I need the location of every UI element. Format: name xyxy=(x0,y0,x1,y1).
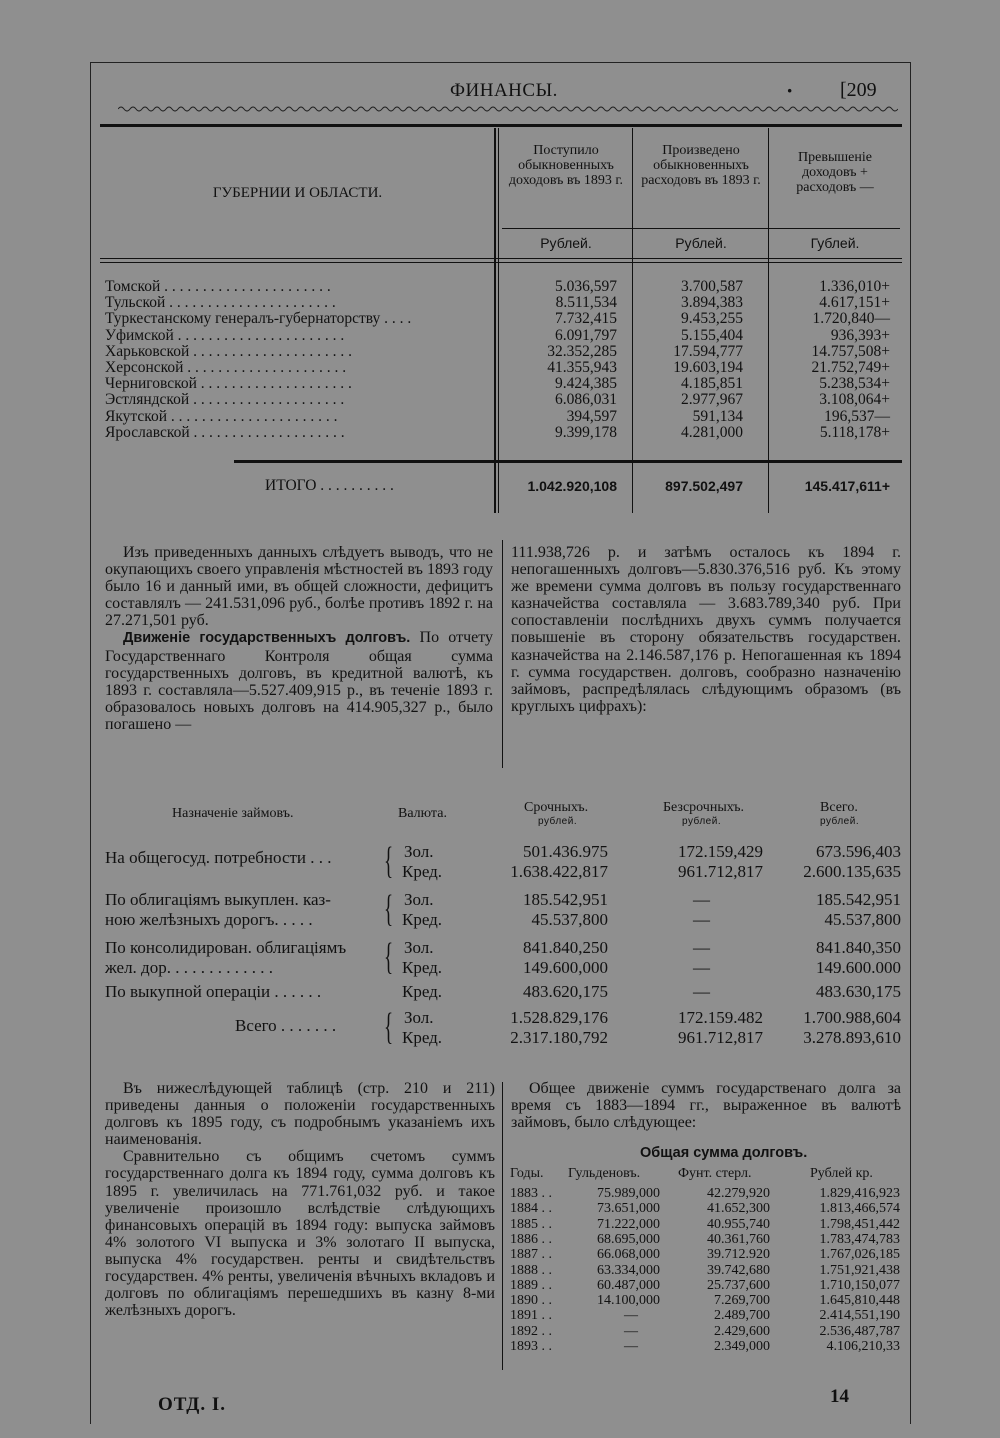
debts-rubles-cell: 1.710,150,077 xyxy=(819,1277,900,1293)
loan-term-value: 185.542,951 xyxy=(523,890,608,909)
loan-term-value: 841.840,250 xyxy=(523,938,608,957)
debts-table-title: Общая сумма долговъ. xyxy=(640,1145,808,1161)
loan-purpose-label: По выкупной операціи . . . . . . xyxy=(105,982,322,1001)
expense-value: 3.700,587 xyxy=(681,278,743,295)
loan-currency: Кред. xyxy=(402,982,443,1001)
debts-pounds-cell: 2.349,000 xyxy=(714,1339,770,1354)
loan-total-value: 2.600.135,635 xyxy=(803,862,901,881)
left-column-text xyxy=(105,544,493,733)
paragraph-table-reference: Въ нижеслѣдующей таблицѣ (стр. 210 и 211) приведены данныя о положеніи государственныхъ долговъ къ 1895 году, съ подробнымъ указаніемъ ихъ наименованія. xyxy=(105,1080,495,1149)
page-frame-right xyxy=(910,62,911,1424)
heading-debt-movement: Движеніе государственныхъ долговъ. xyxy=(123,630,411,647)
loan-total-value: 185.542,951 xyxy=(816,890,901,909)
debts-rubles-cell: 4.106,210,33 xyxy=(826,1339,900,1354)
bottom-right-intro: Общее движеніе суммъ государственаго долга за время съ 1883—1894 гг., выраженное въ валютѣ займовъ, было слѣдующее: xyxy=(511,1080,901,1132)
balance-value: 21.752,749+ xyxy=(811,359,890,376)
brace-icon: { xyxy=(384,840,394,882)
debts-table-row xyxy=(510,1263,902,1279)
region-name: Тульской . . . . . . . . . . . . . . . . . . . . . . xyxy=(105,295,336,312)
loan-purpose-label: На общегосуд. потребности . . . xyxy=(105,848,332,867)
right-column-text xyxy=(511,544,901,715)
balance-value: 3.108,064+ xyxy=(819,391,890,409)
loan-purpose-label: Всего . . . . . . . xyxy=(235,1016,337,1035)
expense-value: 3.894,383 xyxy=(681,294,743,312)
debts-year-cell: 1890 . . xyxy=(510,1293,552,1309)
expense-value: 4.281,000 xyxy=(681,423,743,441)
debts-guilders-cell: 71.222,000 xyxy=(597,1216,660,1232)
loan-total-value: 45.537,800 xyxy=(824,910,901,929)
table-row xyxy=(105,328,905,344)
loan-term-value: 149.600,000 xyxy=(523,958,608,977)
column-header-income: Поступило обыкновенныхъ доходовъ въ 1893 г. xyxy=(508,143,624,188)
debts-pounds-cell: 7.269,700 xyxy=(714,1293,770,1309)
loans-header-perpetual: Безсрочныхъ. xyxy=(663,800,744,815)
debts-pounds-cell: 39.742,680 xyxy=(707,1262,770,1278)
paragraph-debt-increase: Сравнительно съ общимъ счетомъ суммъ государственнаго долга къ 1894 году, сумма долговъ къ 1895 г. увеличилась на 771.761,032 руб. и такое увеличеніе произошло вслѣдствіе слѣдующихъ финансовыхъ операцій въ 1894 году: выпуска займовъ 4% золотого VI выпуска и 3% золотаго II выпуска, выпуска 4% государствен. ренты и свидѣтельствъ государствен. 4% ренты, увеличенія вѣчныхъ вкладовъ и долговъ по облигаціямъ перешедшихъ въ казну 8-ми желѣзныхъ дорогъ. xyxy=(105,1148,495,1320)
loan-currency: Зол. xyxy=(404,890,434,909)
debts-pounds-cell: 2.489,700 xyxy=(714,1308,770,1324)
debts-table-row xyxy=(510,1324,902,1340)
debts-year-cell: 1887 . . xyxy=(510,1247,552,1263)
debts-rubles-cell: 1.813,466,574 xyxy=(819,1201,900,1217)
loan-total-value: 483.630,175 xyxy=(816,982,901,1001)
debts-pounds-cell: 40.361,760 xyxy=(707,1231,770,1247)
debts-guilders-cell: 73.651,000 xyxy=(597,1201,660,1217)
page-frame-left xyxy=(90,62,91,1424)
loan-total-value: 149.600.000 xyxy=(816,958,901,977)
balance-value: 1.720,840— xyxy=(812,310,890,328)
table-row xyxy=(105,409,905,425)
loan-perpetual-value: 172.159.482 xyxy=(678,1008,763,1027)
debts-table-row xyxy=(510,1201,902,1217)
income-value: 41.355,943 xyxy=(547,359,617,376)
loan-total-value: 673.596,403 xyxy=(816,842,901,861)
brace-icon: { xyxy=(384,1006,394,1048)
debts-pounds-cell: 2.429,600 xyxy=(714,1323,770,1339)
debts-rubles-cell: 1.783,474,783 xyxy=(819,1231,900,1247)
loans-unit-total: рублей. xyxy=(820,816,860,827)
debts-guilders-cell: 75.989,000 xyxy=(597,1186,660,1201)
income-value: 9.399,178 xyxy=(555,423,617,441)
debts-table-row xyxy=(510,1278,902,1294)
debts-year-cell: 1885 . . xyxy=(510,1216,552,1232)
column-header-balance: Превышеніе доходовъ + расходовъ — xyxy=(796,150,874,195)
page-header-dot: · xyxy=(786,78,794,103)
loan-purpose-label: По облигаціямъ выкуплен. каз- xyxy=(105,890,331,909)
balance-value: 1.336,010+ xyxy=(819,278,890,295)
debts-guilders-cell: 14.100,000 xyxy=(597,1293,660,1309)
header-wavy-rule xyxy=(118,104,898,114)
debts-guilders-cell: 60.487,000 xyxy=(597,1277,660,1293)
debts-pounds-cell: 41.652,300 xyxy=(707,1201,770,1217)
table-row xyxy=(105,344,905,360)
balance-value: 4.617,151+ xyxy=(819,294,890,312)
debts-guilders-cell: 63.334,000 xyxy=(597,1262,660,1278)
debts-rubles-cell: 2.414,551,190 xyxy=(819,1308,900,1324)
loan-currency: Кред. xyxy=(402,862,443,881)
expense-value: 9.453,255 xyxy=(681,310,743,328)
balance-value: 196,537— xyxy=(824,407,890,425)
paragraph-debt-movement: Движеніе государственныхъ долговъ. По отчету Государственнаго Контроля общая сумма государственныхъ долговъ, въ кредитной валютѣ, къ 1893 г. составляла—5.527.409,915 р., въ теченіе 1893 г. образовалось новыхъ долговъ на 414.905,327 р., было погашено — xyxy=(105,629,493,733)
debts-year-cell: 1884 . . xyxy=(510,1201,552,1217)
debts-pounds-cell: 42.279,920 xyxy=(707,1186,770,1201)
expense-value: 591,134 xyxy=(692,407,743,425)
debts-table-row xyxy=(510,1247,902,1263)
footer-section: ОТД. I. xyxy=(158,1394,226,1415)
region-name: Херсонской . . . . . . . . . . . . . . . . . . . . . xyxy=(105,360,347,376)
region-name: Ярославской . . . . . . . . . . . . . . . . . . . . xyxy=(105,424,345,441)
loan-total-value: 841.840,350 xyxy=(816,938,901,957)
loans-unit-perpetual: рублей. xyxy=(682,816,722,827)
debts-table-row xyxy=(510,1186,902,1202)
debts-rubles-cell: 1.767,026,185 xyxy=(819,1247,900,1263)
loan-term-value: 501.436.975 xyxy=(523,842,608,861)
loan-purpose-label: По консолидирован. облигаціямъ xyxy=(105,938,347,957)
debts-year-cell: 1889 . . xyxy=(510,1277,552,1293)
region-name: Якутской . . . . . . . . . . . . . . . . . . . . . . xyxy=(105,408,338,425)
page-frame-top xyxy=(90,62,910,63)
loan-currency: Кред. xyxy=(402,1028,443,1047)
income-value: 394,597 xyxy=(566,407,617,425)
page-number: [209 xyxy=(840,79,877,101)
table-row xyxy=(105,279,905,295)
income-value: 7.732,415 xyxy=(555,310,617,328)
debts-rubles-cell: 1.798,451,442 xyxy=(819,1216,900,1232)
debts-table-row xyxy=(510,1339,902,1355)
region-name: Черниговской . . . . . . . . . . . . . . . . . . . . xyxy=(105,376,352,393)
unit-income: Рублей. xyxy=(540,235,592,251)
loan-perpetual-dash: — xyxy=(693,982,710,1001)
balance-value: 936,393+ xyxy=(830,326,890,344)
loans-unit-term: рублей. xyxy=(538,816,578,827)
loan-purpose-label: жел. дор. . . . . . . . . . . . . xyxy=(105,958,273,977)
paragraph-debt-balance: 111.938,726 р. и затѣмъ осталось къ 1894 г. непогашенныхъ долговъ—5.830.376,516 руб. Къ этому же времени сумма долговъ въ пользу государственнаго казначейства составляла — 3.683.789,340 руб. При сопоставленіи послѣднихъ двухъ суммъ получается повышеніе въ сторону обязательствъ государствен. казначейства на 2.146.587,176 р. Непогашенная къ 1894 г. сумма государствен. долговъ, сообразно назначенію займовъ, распредѣлялась слѣдующимъ образомъ (въ круглыхъ цифрахъ): xyxy=(511,544,901,715)
table-row xyxy=(105,295,905,311)
loan-perpetual-dash: — xyxy=(693,938,710,957)
debts-rubles-cell: 1.829,416,923 xyxy=(819,1186,900,1201)
loan-currency: Зол. xyxy=(404,842,434,861)
total-label: ИТОГО . . . . . . . . . . xyxy=(265,478,394,494)
income-value: 8.511,534 xyxy=(555,294,617,312)
income-value: 6.086,031 xyxy=(555,391,617,409)
total-income: 1.042.920,108 xyxy=(527,478,617,494)
loan-currency: Кред. xyxy=(402,958,443,977)
total-balance: 145.417,611+ xyxy=(804,478,890,494)
region-name: Туркестанскому генералъ-губернаторству . . . . xyxy=(105,311,412,328)
debts-pounds-cell: 39.712.920 xyxy=(707,1247,770,1263)
table-total-row xyxy=(105,478,905,494)
total-expense: 897.502,497 xyxy=(665,478,743,494)
income-value: 5.036,597 xyxy=(555,278,617,295)
debts-year-cell: 1888 . . xyxy=(510,1262,552,1278)
loan-term-value: 45.537,800 xyxy=(531,910,608,929)
balance-value: 5.118,178+ xyxy=(819,423,890,441)
region-name: Харьковской . . . . . . . . . . . . . . . . . . . . . xyxy=(105,343,353,360)
loan-perpetual-dash: — xyxy=(693,890,710,909)
paragraph-deficit: Изъ приведенныхъ данныхъ слѣдуетъ выводъ, что не окупающихъ своего управленія мѣстностей въ 1893 году было 16 и данный ими, въ общей сложности, дефицитъ составлялъ — 241.531,096 руб., болѣе противъ 1892 г. на 27.271,501 руб. xyxy=(105,544,493,630)
loan-perpetual-value: 172.159,429 xyxy=(678,842,763,861)
debts-pounds-cell: 40.955,740 xyxy=(707,1216,770,1232)
debts-table-row xyxy=(510,1217,902,1233)
debts-table-row xyxy=(510,1293,902,1309)
debts-guilders-cell: — xyxy=(624,1323,638,1339)
brace-icon: { xyxy=(384,888,394,930)
region-name: Томской . . . . . . . . . . . . . . . . . . . . . . xyxy=(105,279,331,295)
unit-balance: Гублей. xyxy=(810,235,860,251)
bottom-left-text xyxy=(105,1080,495,1319)
column-header-region: ГУБЕРНИИ И ОБЛАСТИ. xyxy=(212,185,383,201)
table-row xyxy=(105,360,905,376)
debts-pounds-cell: 25.737,600 xyxy=(707,1277,770,1293)
expense-value: 17.594,777 xyxy=(673,342,743,360)
loan-term-value: 2.317.180,792 xyxy=(510,1028,608,1047)
loan-purpose-label: ною желѣзныхъ дорогъ. . . . . xyxy=(105,910,313,929)
expense-value: 5.155,404 xyxy=(681,326,743,344)
loan-term-value: 1.528.829,176 xyxy=(510,1008,608,1027)
debts-guilders-cell: 66.068,000 xyxy=(597,1247,660,1263)
debts-table-row xyxy=(510,1232,902,1248)
table-row xyxy=(105,392,905,408)
debts-rubles-cell: 1.751,921,438 xyxy=(819,1262,900,1278)
brace-icon: { xyxy=(384,936,394,978)
debts-table-row xyxy=(510,1308,902,1324)
expense-value: 2.977,967 xyxy=(681,391,743,409)
debts-year-cell: 1893 . . xyxy=(510,1339,552,1354)
loan-term-value: 1.638.422,817 xyxy=(510,862,608,881)
loan-perpetual-dash: — xyxy=(693,958,710,977)
income-value: 6.091,797 xyxy=(555,326,617,344)
loans-header-term: Срочныхъ. xyxy=(524,800,589,815)
loans-header-currency: Валюта. xyxy=(398,806,447,821)
debts-year-cell: 1886 . . xyxy=(510,1231,552,1247)
debts-rubles-cell: 2.536,487,787 xyxy=(819,1323,900,1339)
debts-year-cell: 1892 . . xyxy=(510,1323,552,1339)
unit-expense: Рублей. xyxy=(675,235,727,251)
loan-term-value: 483.620,175 xyxy=(523,982,608,1001)
loans-header-total: Всего. xyxy=(820,800,858,815)
debts-guilders-cell: 68.695,000 xyxy=(597,1231,660,1247)
region-name: Уфимской . . . . . . . . . . . . . . . . . . . . . . xyxy=(105,327,345,344)
loan-perpetual-dash: — xyxy=(693,910,710,929)
balance-value: 14.757,508+ xyxy=(811,342,890,360)
loans-header-purpose: Назначеніе займовъ. xyxy=(172,806,294,821)
table-row xyxy=(105,376,905,392)
debts-table-header: Годы. Гульденовъ. Фунт. стерл. Рублей кр. xyxy=(510,1166,873,1181)
debts-guilders-cell: — xyxy=(624,1339,638,1354)
debts-year-cell: 1891 . . xyxy=(510,1308,552,1324)
footer-sheet-number: 14 xyxy=(830,1386,849,1407)
page-header-title: ФИНАНСЫ. xyxy=(450,80,558,101)
debts-guilders-cell: — xyxy=(624,1308,638,1324)
loan-currency: Зол. xyxy=(404,1008,434,1027)
expense-value: 4.185,851 xyxy=(681,375,743,393)
income-value: 9.424,385 xyxy=(555,375,617,393)
table-row xyxy=(105,425,905,441)
debts-rubles-cell: 1.645,810,448 xyxy=(819,1293,900,1309)
loan-currency: Зол. xyxy=(404,938,434,957)
column-header-expense: Произведено обыкновенныхъ расходовъ въ 1893 г. xyxy=(641,143,761,188)
balance-value: 5.238,534+ xyxy=(819,375,890,393)
loan-total-value: 3.278.893,610 xyxy=(803,1028,901,1047)
loan-perpetual-value: 961.712,817 xyxy=(678,1028,763,1047)
loan-currency: Кред. xyxy=(402,910,443,929)
expense-value: 19.603,194 xyxy=(673,359,743,376)
table-row xyxy=(105,311,905,327)
debts-year-cell: 1883 . . xyxy=(510,1186,552,1201)
income-value: 32.352,285 xyxy=(547,342,617,360)
region-name: Эстляндской . . . . . . . . . . . . . . . . . . . . xyxy=(105,392,345,409)
loan-perpetual-value: 961.712,817 xyxy=(678,862,763,881)
loan-total-value: 1.700.988,604 xyxy=(803,1008,901,1027)
